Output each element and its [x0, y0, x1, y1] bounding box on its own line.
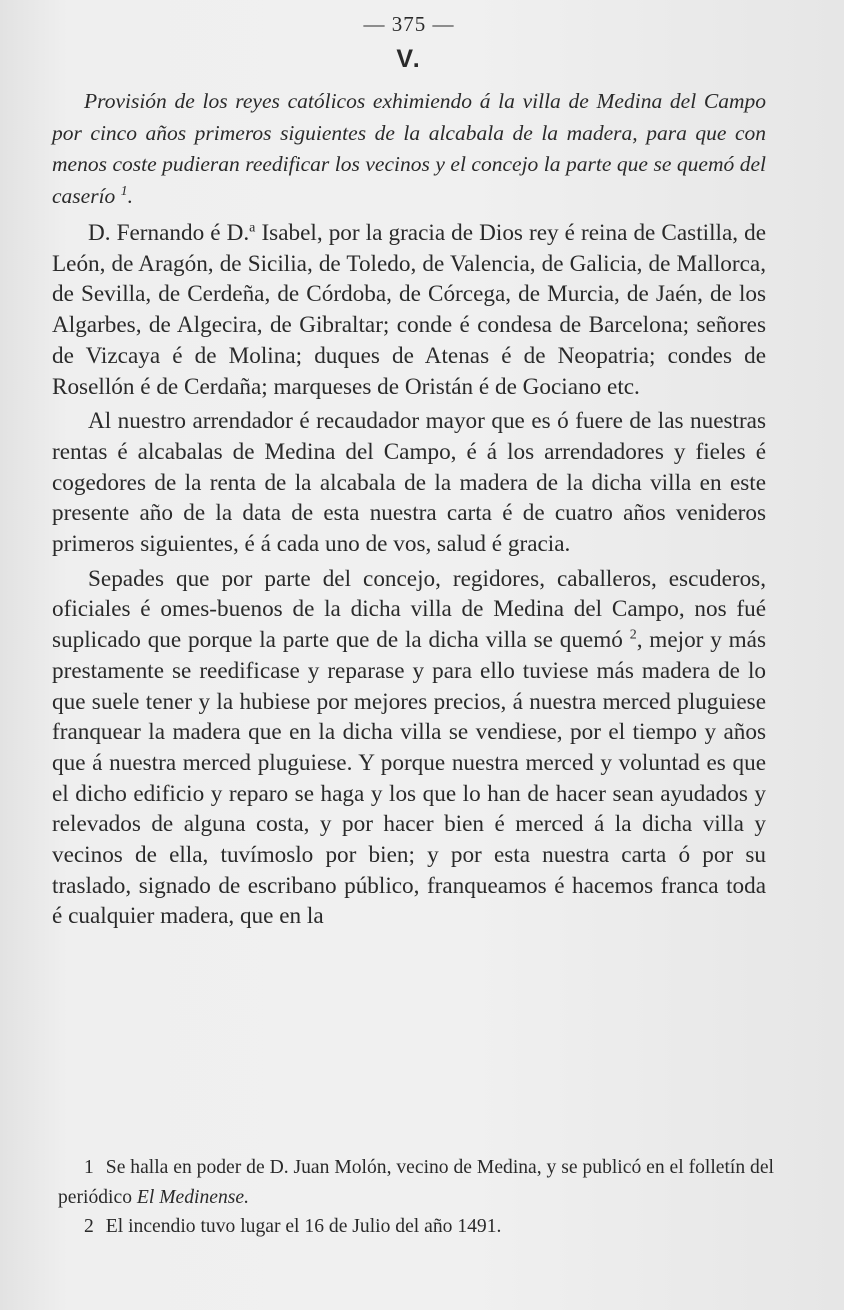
body-text	[52, 218, 766, 932]
footnote-1-text: Se halla en poder de D. Juan Molón, vecino de Medina, y se publicó en el folletín del periódico	[58, 1157, 774, 1208]
title-footnote-ref: 1	[120, 183, 128, 199]
p1-start: D. Fernando é D.	[88, 220, 250, 246]
footnote-1-periodical: El Medinense.	[136, 1186, 249, 1208]
footnote-2-number: 2	[84, 1216, 94, 1237]
paragraph-1	[52, 218, 766, 402]
p1-rest: Isabel, por la gracia de Dios rey é reina de Castilla, de León, de Aragón, de Sicilia, de Toledo, de Valencia, de Galicia, de Mallorca, de Sevilla, de Cerdeña, de Córdoba, de Córcega, de Murcia, de Jaén, de los Algarbes, de Algecira, de Gibraltar; conde é condesa de Barcelona; señores de Vizcaya é de Molina; duques de Atenas é de Neopatria; condes de Rosellón é de Cerdaña; marqueses de Oristán é de Gociano etc.	[52, 220, 767, 400]
footnote-2	[58, 1212, 774, 1242]
p3-start: Sepades que por parte del concejo, regidores, caballeros, escuderos, oficiales é omes-buenos de la dicha villa de Medina del Campo, nos fué suplicado que porque la parte que de la dicha villa se quemó	[52, 565, 766, 654]
p3-footnote-ref: 2	[629, 627, 637, 643]
paragraph-3	[52, 564, 766, 932]
page-number: — 375 —	[363, 12, 455, 36]
section-heading: V.	[396, 45, 422, 73]
document-title: Provisión de los reyes católicos exhimiendo á la villa de Medina del Campo por cinco años primeros siguientes de la alcabala de la madera, para que con menos coste pudieran reedificar los vecinos y el concejo la parte que se quemó del caserío $^1$.	[52, 89, 766, 208]
footnote-1	[58, 1153, 774, 1212]
paragraph-2: Al nuestro arrendador é recaudador mayor que es ó fuere de las nuestras rentas é alcabalas de Medina del Campo, é á los arrendadores y fieles é cogedores de la renta de la alcabala de la madera de la dicha villa en este presente año de la data de esta nuestra carta é de cuatro años venideros primeros siguientes, é á cada uno de vos, salud é gracia.	[52, 408, 766, 558]
footnote-1-number: 1	[84, 1157, 94, 1178]
p3-rest: , mejor y más prestamente se reedificase y reparase y para ello tuviese más madera de lo que suele tener y la hubiese por mejores precios, á nuestra merced pluguiese franquear la madera que en la dicha villa se vendiese, por el tiempo y años que á nuestra merced pluguiese. Y porque nuestra merced y voluntad es que el dicho edificio y reparo se haga y los que lo han de hacer sean ayudados y relevados de alguna costa, y por hacer bien é merced á la dicha villa y vecinos de ella, tuvímoslo por bien; y por esta nuestra carta ó por su traslado, signado de escribano público, franqueamos é hacemos franca toda é cualquier madera, que en la	[52, 627, 766, 930]
footnotes	[58, 1153, 774, 1242]
p1-superscript: a	[249, 220, 256, 236]
footnote-2-text: El incendio tuvo lugar el 16 de Julio del año 1491.	[105, 1216, 502, 1237]
title-text: Provisión de los reyes católicos exhimiendo á la villa de Medina del Campo por cinco años primeros siguientes de la alcabala de la madera, para que con menos coste pudieran reedificar los vecinos y el concejo la parte que se quemó del caserío	[52, 89, 766, 208]
